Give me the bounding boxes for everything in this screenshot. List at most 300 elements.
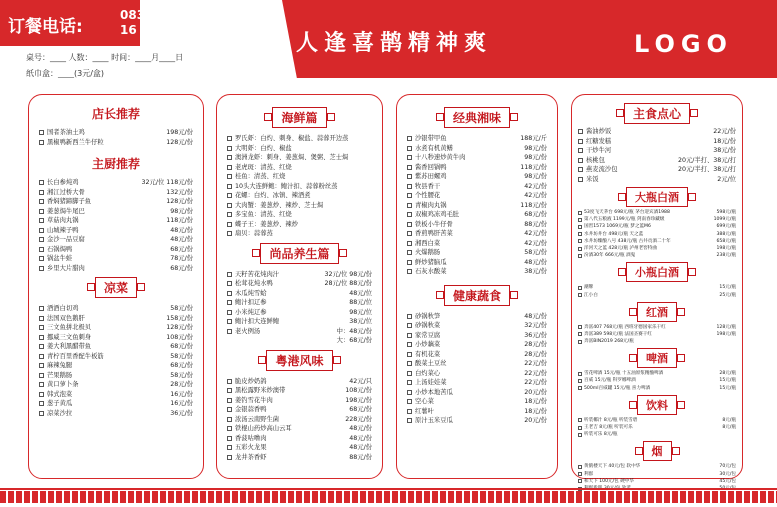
item-name: 利群 <box>584 471 594 477</box>
checkbox[interactable] <box>39 237 44 242</box>
item-name: 500ml百威罐 15元/瓶 喜力啤酒 <box>584 385 651 391</box>
menu-item[interactable] <box>227 229 372 239</box>
checkbox[interactable] <box>227 445 232 450</box>
menu-item[interactable] <box>407 321 547 331</box>
menu-item[interactable] <box>407 239 547 249</box>
checkbox[interactable] <box>39 411 44 416</box>
checkbox[interactable] <box>578 148 583 153</box>
checkbox[interactable] <box>407 174 412 179</box>
checkbox[interactable] <box>39 335 44 340</box>
item-price: 118元/份 <box>166 217 193 224</box>
menu-item[interactable] <box>227 134 372 144</box>
menu-item[interactable] <box>578 471 736 478</box>
menu-item[interactable] <box>39 323 193 333</box>
menu-item[interactable] <box>578 223 736 230</box>
checkbox[interactable] <box>227 329 232 334</box>
item-name: 百威 15元/瓶 科罗娜啤酒 <box>584 378 636 384</box>
checkbox[interactable] <box>578 418 582 422</box>
item-name: 凉菜沙拉 <box>47 409 73 417</box>
menu-item[interactable] <box>578 417 736 424</box>
item-price: 198元/份 <box>345 396 372 404</box>
checkbox[interactable] <box>227 193 232 198</box>
menu-item[interactable] <box>227 279 372 289</box>
item-name: 砂锅秋笋 <box>415 312 441 320</box>
checkbox[interactable] <box>407 260 412 265</box>
item-price: 48元/份 <box>170 226 193 234</box>
item-price: 70元/包 <box>719 464 736 470</box>
checkbox[interactable] <box>578 158 583 163</box>
menu-item[interactable] <box>578 324 736 331</box>
checkbox[interactable] <box>39 247 44 252</box>
menu-item[interactable] <box>39 245 193 255</box>
menu-item[interactable] <box>578 127 736 137</box>
menu-item[interactable] <box>578 385 736 392</box>
menu-item[interactable] <box>227 453 372 463</box>
menu-item[interactable] <box>227 336 372 346</box>
menu-item[interactable] <box>39 188 193 198</box>
menu-item[interactable] <box>39 128 193 138</box>
menu-item[interactable] <box>407 397 547 407</box>
item-price: 30元/包 <box>719 471 736 477</box>
item-price: 118元/份 <box>520 201 547 209</box>
item-price: 48元/份 <box>349 434 372 442</box>
checkbox[interactable] <box>227 319 232 324</box>
slogan: 人逢喜鹊精神爽 <box>296 30 493 56</box>
checkbox[interactable] <box>407 184 412 189</box>
checkbox[interactable] <box>407 212 412 217</box>
section-list <box>578 284 736 298</box>
checkbox[interactable] <box>227 146 232 151</box>
menu-item[interactable] <box>227 172 372 182</box>
menu-item[interactable] <box>407 258 547 268</box>
menu-item[interactable] <box>39 235 193 245</box>
checkbox[interactable] <box>578 325 582 329</box>
section-title: 经典湘味 <box>444 107 510 128</box>
checkbox[interactable] <box>227 136 232 141</box>
item-price: 228元/份 <box>345 415 372 423</box>
checkbox[interactable] <box>39 316 44 321</box>
checkbox[interactable] <box>578 247 582 251</box>
item-name: 国者茶油土鸡 <box>47 129 85 136</box>
menu-item[interactable] <box>227 386 372 396</box>
checkbox[interactable] <box>39 199 44 204</box>
item-name: 53度飞天茅台 698元/瓶 茅台迎宾酒1988 <box>584 210 670 215</box>
menu-item[interactable] <box>227 182 372 192</box>
item-name: 罗氏虾：白灼、刺身、椒盐、蒜蓉开边蒸 <box>235 135 349 142</box>
item-price: 36元/份 <box>524 331 547 339</box>
menu-item[interactable] <box>407 210 547 220</box>
checkbox[interactable] <box>39 190 44 195</box>
item-name: 大明虾：白灼、椒盐 <box>235 144 292 152</box>
menu-item[interactable] <box>39 314 193 324</box>
menu-item[interactable] <box>578 370 736 377</box>
menu-item[interactable] <box>578 137 736 147</box>
menu-item[interactable] <box>407 416 547 426</box>
checkbox[interactable] <box>39 209 44 214</box>
menu-item[interactable] <box>407 172 547 182</box>
checkbox[interactable] <box>578 472 582 476</box>
item-price: 88元/位 <box>349 299 372 306</box>
item-name: 紫苏田螺鸡 <box>415 173 447 180</box>
menu-item[interactable] <box>227 317 372 327</box>
menu-item[interactable] <box>39 254 193 264</box>
menu-item[interactable] <box>39 342 193 352</box>
checkbox[interactable] <box>578 340 582 344</box>
checkbox[interactable] <box>227 436 232 441</box>
checkbox[interactable] <box>39 218 44 223</box>
item-name: 王老吉 8元/瓶 听装可乐 <box>584 425 633 430</box>
item-name: 麻辣兔腿 <box>47 362 73 369</box>
item-name: 多宝鱼：清蒸、红烧 <box>235 211 292 218</box>
menu-item[interactable] <box>227 405 372 415</box>
item-price: 16元/份 <box>170 400 193 407</box>
menu-item[interactable] <box>407 248 547 258</box>
menu-item[interactable] <box>227 153 372 163</box>
item-price: 88元/份 <box>349 453 372 461</box>
checkbox[interactable] <box>227 300 232 305</box>
checkbox[interactable] <box>578 479 582 483</box>
menu-item[interactable] <box>227 191 372 201</box>
item-price: 68元/份 <box>349 406 372 413</box>
checkbox[interactable] <box>578 239 582 243</box>
item-price: 598元/瓶 <box>716 210 736 215</box>
item-name: 燕麦流沙包 <box>586 166 618 173</box>
menu-item[interactable] <box>39 216 193 226</box>
section-title: 主厨推荐 <box>91 157 140 171</box>
checkbox[interactable] <box>227 155 232 160</box>
item-price: 中：48元/份 <box>336 327 372 335</box>
checkbox[interactable] <box>227 203 232 208</box>
checkbox[interactable] <box>227 417 232 422</box>
checkbox[interactable] <box>407 380 412 385</box>
menu-item[interactable] <box>578 377 736 384</box>
item-name: 石锅焗鸭 <box>47 245 73 253</box>
checkbox[interactable] <box>578 177 583 182</box>
item-price: 32元/位 118元/份 <box>141 179 193 186</box>
item-price: 128元/份 <box>166 324 193 331</box>
checkbox[interactable] <box>227 281 232 286</box>
checkbox[interactable] <box>227 310 232 315</box>
menu-item[interactable] <box>407 182 547 192</box>
menu-item[interactable] <box>578 331 736 338</box>
item-price: 48元/份 <box>349 444 372 451</box>
checkbox[interactable] <box>407 203 412 208</box>
checkbox[interactable] <box>578 225 582 229</box>
item-price: 22元/份 <box>524 360 547 367</box>
checkbox[interactable] <box>578 293 582 297</box>
checkbox[interactable] <box>407 361 412 366</box>
section-list <box>407 312 547 426</box>
menu-item[interactable] <box>227 377 372 387</box>
menu-item[interactable] <box>407 153 547 163</box>
menu-item[interactable] <box>407 340 547 350</box>
section-title: 健康蔬食 <box>444 285 510 306</box>
checkbox[interactable] <box>407 269 412 274</box>
checkbox[interactable] <box>407 409 412 414</box>
item-price: 58元/份 <box>170 371 193 379</box>
checkbox[interactable] <box>227 222 232 227</box>
section-list <box>578 417 736 439</box>
menu-item[interactable] <box>407 369 547 379</box>
menu-item[interactable] <box>227 289 372 299</box>
menu-item[interactable] <box>578 231 736 238</box>
item-name: 山城辣子鸭 <box>47 226 79 234</box>
checkbox[interactable] <box>578 426 582 430</box>
checkbox[interactable] <box>578 232 582 236</box>
item-name: 上汤娃娃菜 <box>415 379 447 386</box>
checkbox[interactable] <box>578 332 582 336</box>
item-price: 48元/份 <box>524 312 547 320</box>
checkbox[interactable] <box>227 174 232 179</box>
item-name: 潮牌 <box>584 285 594 291</box>
menu-item[interactable] <box>578 216 736 223</box>
menu-item[interactable] <box>407 220 547 230</box>
item-price: 22元/份 <box>713 128 736 135</box>
menu-item[interactable] <box>39 371 193 381</box>
checkbox[interactable] <box>227 272 232 277</box>
checkbox[interactable] <box>407 165 412 170</box>
checkbox[interactable] <box>407 314 412 319</box>
menu-item[interactable] <box>39 264 193 274</box>
checkbox[interactable] <box>39 130 44 135</box>
panel-column-1 <box>28 94 204 479</box>
checkbox[interactable] <box>227 165 232 170</box>
menu-item[interactable] <box>578 292 736 299</box>
checkbox[interactable] <box>227 379 232 384</box>
menu-item[interactable] <box>407 191 547 201</box>
checkbox[interactable] <box>39 392 44 397</box>
checkbox[interactable] <box>227 388 232 393</box>
menu-item[interactable] <box>407 331 547 341</box>
menu-item[interactable] <box>39 304 193 314</box>
checkbox[interactable] <box>578 139 583 144</box>
footer-pattern <box>0 488 777 507</box>
checkbox[interactable] <box>578 372 582 376</box>
checkbox[interactable] <box>407 250 412 255</box>
checkbox[interactable] <box>39 256 44 261</box>
menu-item[interactable] <box>578 175 736 185</box>
checkbox[interactable] <box>407 193 412 198</box>
menu-item[interactable] <box>227 163 372 173</box>
menu-item[interactable] <box>227 210 372 220</box>
checkbox[interactable] <box>227 455 232 460</box>
menu-item[interactable] <box>39 226 193 236</box>
menu-item[interactable] <box>407 134 547 144</box>
item-name: 韩式泡菜 <box>47 390 73 398</box>
item-name: 和天下 100元/包 硬中华 <box>584 478 634 484</box>
item-name: 沙银带甲鱼 <box>415 135 447 142</box>
item-name: 大肉蟹：姜葱炒、辣炒、芝士焗 <box>235 201 324 209</box>
item-name: 米饭 <box>586 175 599 183</box>
menu-item[interactable] <box>39 197 193 207</box>
menu-item[interactable] <box>39 207 193 217</box>
checkbox[interactable] <box>227 398 232 403</box>
checkbox[interactable] <box>407 390 412 395</box>
item-price: 2元/位 <box>717 175 736 183</box>
item-price: 28元/份 <box>524 341 547 348</box>
menu-item[interactable] <box>578 165 736 175</box>
item-name: 澳洲龙虾：刺身、姜葱焗、煲粥、芝士焗 <box>235 154 349 161</box>
checkbox[interactable] <box>407 231 412 236</box>
item-name: 小米炖辽参 <box>235 308 267 316</box>
section-list <box>407 134 547 277</box>
section-title: 海鲜篇 <box>272 107 326 128</box>
checkbox[interactable] <box>227 426 232 431</box>
menu-item[interactable] <box>39 361 193 371</box>
checkbox[interactable] <box>227 407 232 412</box>
menu-item[interactable] <box>578 245 736 252</box>
item-name: 老火例汤 <box>235 327 261 335</box>
menu-item[interactable] <box>39 138 193 148</box>
checkbox[interactable] <box>227 231 232 236</box>
item-price: 20元/份 <box>524 388 547 396</box>
checkbox[interactable] <box>578 254 582 258</box>
item-name: 10头大连鲜鲍：鲍汁扣、蒜蓉粉丝蒸 <box>235 182 338 190</box>
menu-item[interactable] <box>407 407 547 417</box>
menu-item[interactable] <box>227 220 372 230</box>
menu-item[interactable] <box>227 327 372 337</box>
item-name: 砂锅秋菜 <box>415 322 441 329</box>
checkbox[interactable] <box>39 382 44 387</box>
item-name: 木瓜炖雪蛤 <box>235 289 267 297</box>
checkbox[interactable] <box>578 129 583 134</box>
checkbox[interactable] <box>39 228 44 233</box>
checkbox[interactable] <box>39 354 44 359</box>
item-price: 42元/份 <box>524 192 547 199</box>
checkbox[interactable] <box>578 386 582 390</box>
menu-item[interactable] <box>39 380 193 390</box>
menu-item[interactable] <box>578 431 736 438</box>
menu-item[interactable] <box>39 399 193 409</box>
checkbox[interactable] <box>407 342 412 347</box>
menu-item[interactable] <box>578 209 736 216</box>
menu-item[interactable] <box>578 424 736 431</box>
menu-item[interactable] <box>407 229 547 239</box>
panel-column-2 <box>216 94 383 479</box>
menu-item[interactable] <box>578 146 736 156</box>
checkbox[interactable] <box>407 418 412 423</box>
checkbox[interactable] <box>407 146 412 151</box>
checkbox[interactable] <box>39 306 44 311</box>
menu-item[interactable] <box>407 378 547 388</box>
menu-item[interactable] <box>227 298 372 308</box>
menu-item[interactable] <box>39 409 193 419</box>
checkbox[interactable] <box>578 433 582 437</box>
menu-item[interactable] <box>227 396 372 406</box>
checkbox[interactable] <box>407 352 412 357</box>
item-name: 鲍汁扣辽参 <box>235 299 267 306</box>
item-name: 白灼菜心 <box>415 369 441 377</box>
menu-item[interactable] <box>39 333 193 343</box>
menu-item[interactable] <box>407 144 547 154</box>
menu-item[interactable] <box>407 267 547 277</box>
order-phone-label: 订餐电话: <box>8 17 83 37</box>
menu-item[interactable] <box>39 390 193 400</box>
item-price: 28元/份 <box>524 350 547 358</box>
menu-item[interactable] <box>578 463 736 470</box>
checkbox[interactable] <box>578 211 582 215</box>
item-name: 青椒肉丸锅 <box>415 201 447 209</box>
footer-band <box>0 491 777 503</box>
checkbox[interactable] <box>39 325 44 330</box>
checkbox[interactable] <box>407 136 412 141</box>
checkbox[interactable] <box>407 222 412 227</box>
footer-line <box>0 488 777 490</box>
section-title: 粤港风味 <box>266 350 332 371</box>
checkbox[interactable] <box>407 323 412 328</box>
item-price: 58元/份 <box>524 249 547 256</box>
menu-item[interactable] <box>227 424 372 434</box>
section-title: 红酒 <box>637 302 677 322</box>
menu-item[interactable] <box>407 388 547 398</box>
item-name: 金沙一品豆腐 <box>47 236 85 243</box>
checkbox[interactable] <box>407 399 412 404</box>
checkbox[interactable] <box>39 363 44 368</box>
checkbox[interactable] <box>407 371 412 376</box>
menu-item[interactable] <box>227 201 372 211</box>
checkbox[interactable] <box>578 286 582 290</box>
menu-item[interactable] <box>39 352 193 362</box>
menu-item[interactable] <box>578 478 736 485</box>
menu-item[interactable] <box>407 359 547 369</box>
checkbox[interactable] <box>39 344 44 349</box>
checkbox[interactable] <box>407 333 412 338</box>
checkbox[interactable] <box>39 180 44 185</box>
checkbox[interactable] <box>227 212 232 217</box>
menu-item[interactable] <box>407 163 547 173</box>
checkbox[interactable] <box>39 401 44 406</box>
checkbox[interactable] <box>39 373 44 378</box>
menu-item[interactable] <box>407 201 547 211</box>
checkbox[interactable] <box>578 167 583 172</box>
menu-item[interactable] <box>227 308 372 318</box>
item-price: 28元/份 <box>170 381 193 388</box>
checkbox[interactable] <box>227 291 232 296</box>
item-price: 699元/瓶 <box>716 224 736 230</box>
checkbox[interactable] <box>227 184 232 189</box>
menu-item[interactable] <box>227 415 372 425</box>
item-price: 198元/份 <box>166 129 193 136</box>
menu-item[interactable] <box>227 443 372 453</box>
checkbox[interactable] <box>407 155 412 160</box>
item-name: 金银蒜香鸭 <box>235 406 267 413</box>
menu-item[interactable] <box>227 144 372 154</box>
section-list <box>578 324 736 346</box>
menu-item[interactable] <box>578 238 736 245</box>
section-list <box>227 270 372 346</box>
menu-item[interactable] <box>227 434 372 444</box>
checkbox[interactable] <box>39 140 44 145</box>
item-price: 58元/份 <box>170 352 193 360</box>
item-name: 水煮有机黄鳝 <box>415 144 453 152</box>
menu-item[interactable] <box>578 252 736 259</box>
menu-item[interactable] <box>578 338 736 345</box>
menu-item[interactable] <box>39 178 193 188</box>
checkbox[interactable] <box>578 379 582 383</box>
item-price: 118元/份 <box>520 163 547 171</box>
checkbox[interactable] <box>407 241 412 246</box>
item-name: 松茸花炖水鸭 <box>235 280 273 287</box>
menu-item[interactable] <box>578 284 736 291</box>
checkbox[interactable] <box>39 266 44 271</box>
checkbox[interactable] <box>578 218 582 222</box>
menu-item[interactable] <box>407 312 547 322</box>
checkbox[interactable] <box>578 465 582 469</box>
item-price: 20元/半打、38元/打 <box>677 166 736 173</box>
menu-item[interactable] <box>407 350 547 360</box>
menu-item[interactable] <box>227 270 372 280</box>
menu-item[interactable] <box>578 156 736 166</box>
